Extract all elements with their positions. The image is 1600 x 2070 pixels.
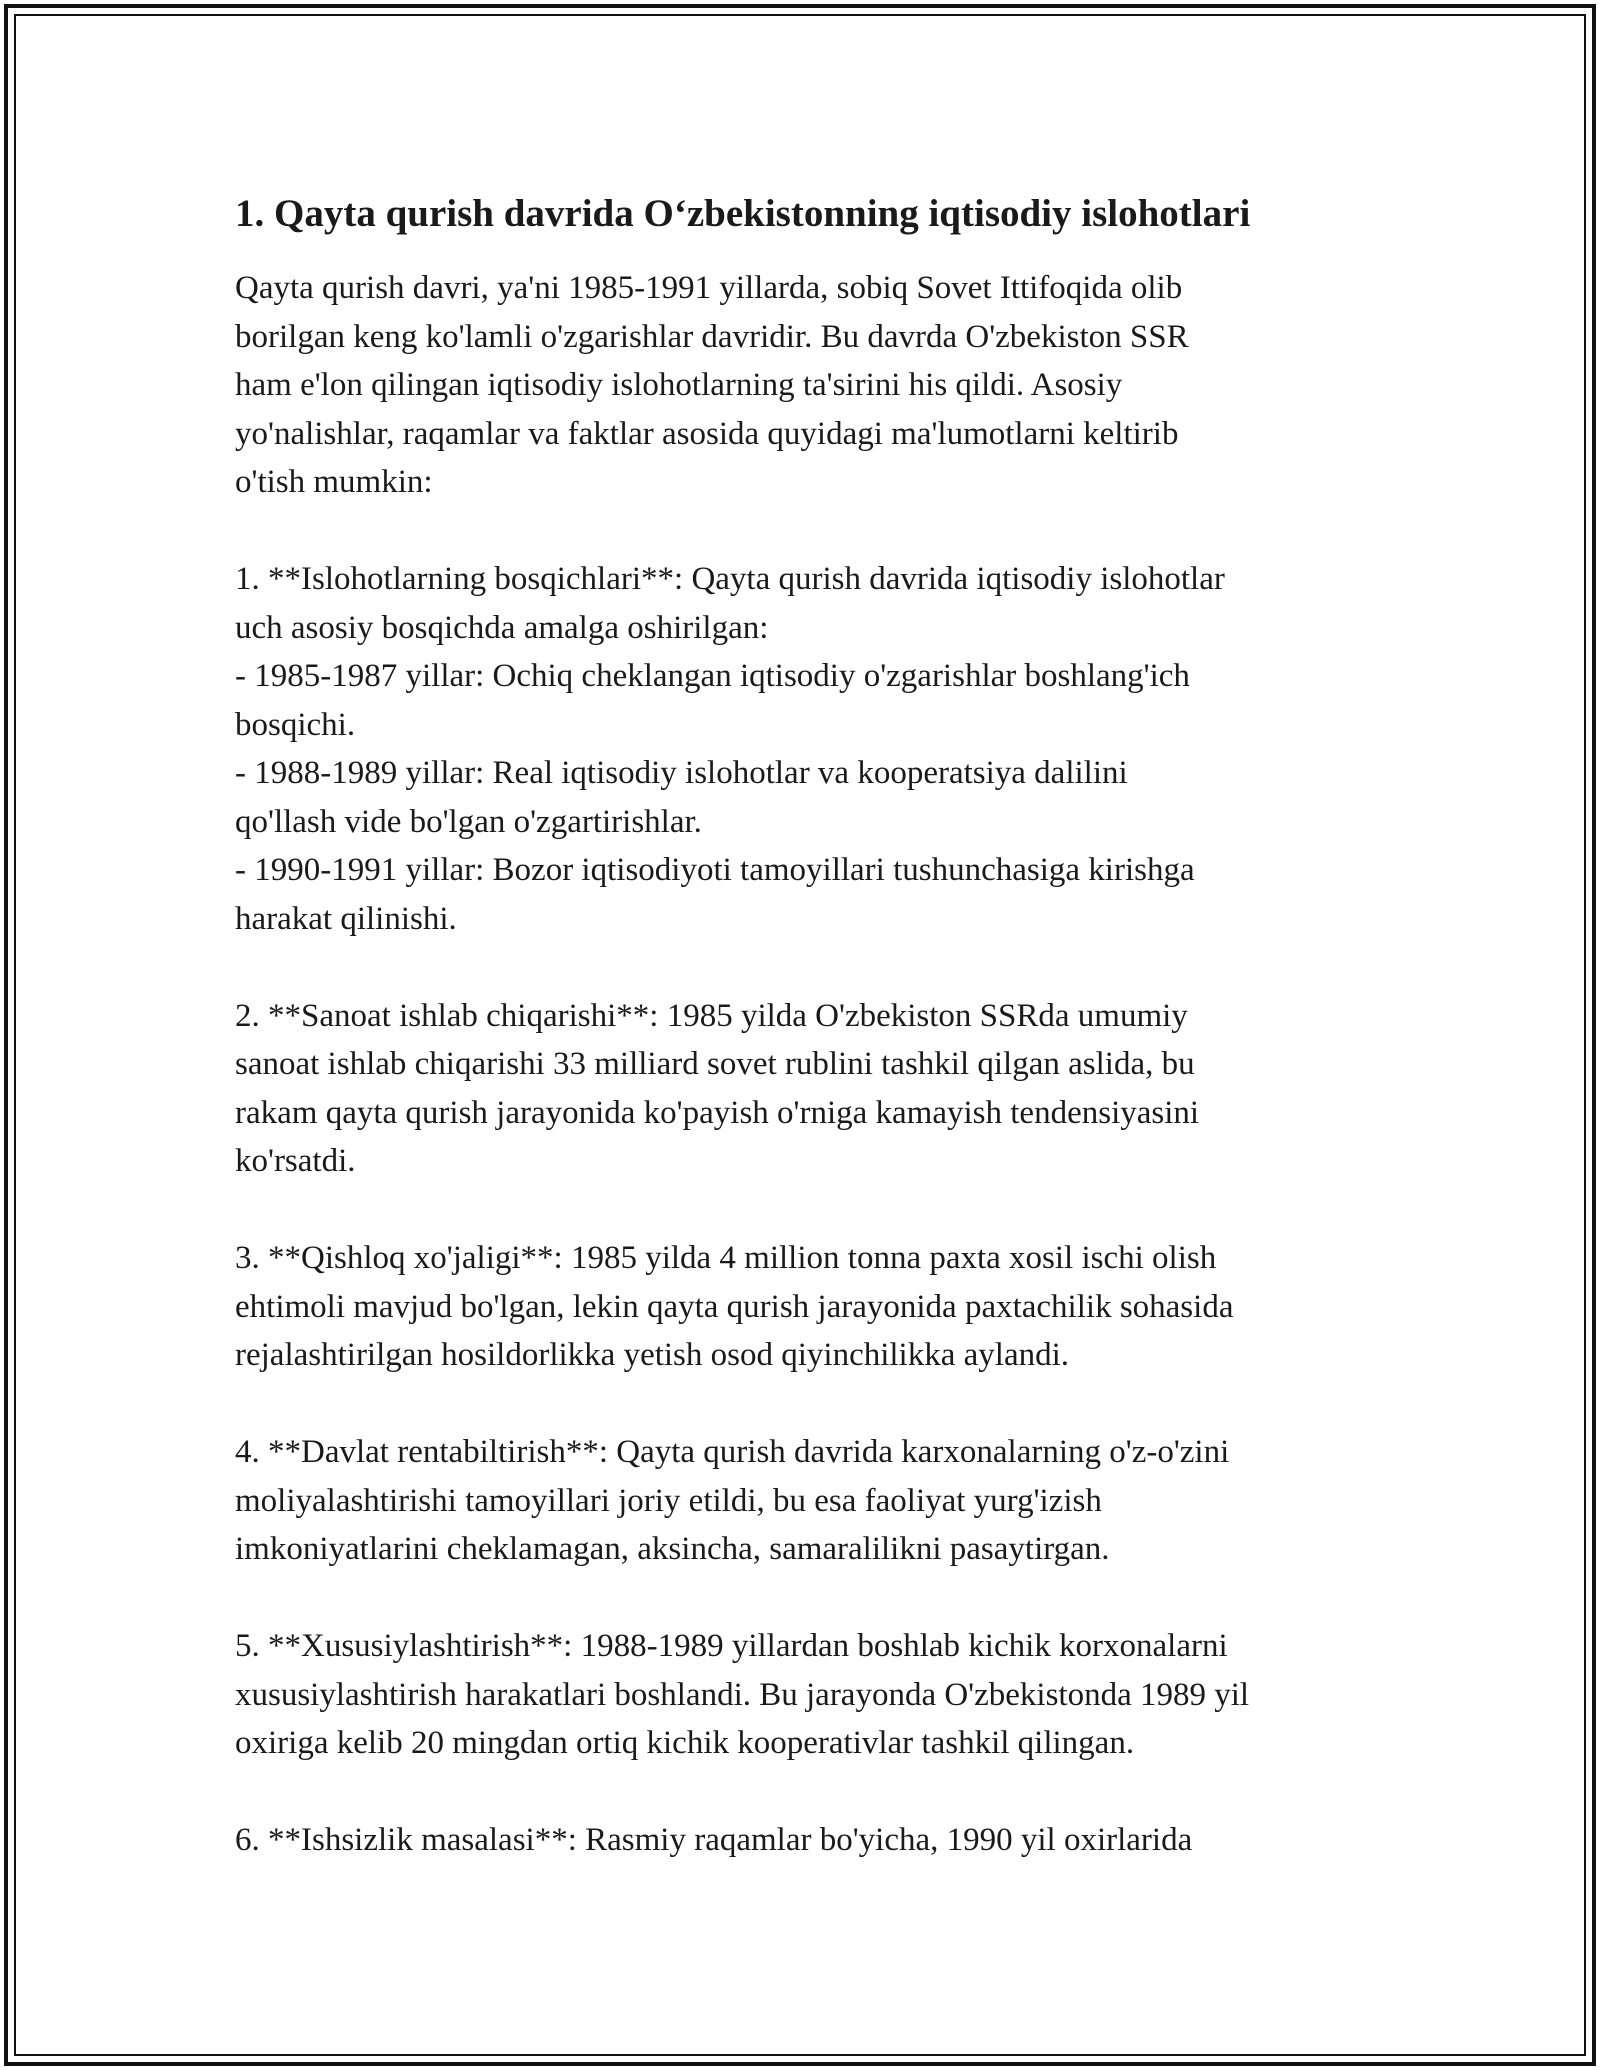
- section-unemployment: 6. **Ishsizlik masalasi**: Rasmiy raqamlar bo'yicha, 1990 yil oxirlarida: [235, 1822, 1193, 1858]
- paragraph-gap: [235, 1186, 1375, 1235]
- section-privatization: 5. **Xususiylashtirish**: 1988-1989 yillardan boshlab kichik korxonalarni xususiylashtirish harakatlari boshlandi. Bu jarayonda O'zbekistonda 1989 yil oxiriga kelib 20 mingdan ortiq kichik kooperativlar tashkil qilingan.: [235, 1628, 1250, 1761]
- paragraph-gap: [235, 1574, 1375, 1623]
- section-profitability: 4. **Davlat rentabiltirish**: Qayta qurish davrida karxonalarning o'z-o'zini moliyalashtirishi tamoyillari joriy etildi, bu esa faoliyat yurg'izish imkoniyatlarini cheklamagan, aksincha, samaralilikni pasaytirgan.: [235, 1434, 1230, 1567]
- section-stages: 1. **Islohotlarning bosqichlari**: Qayta qurish davrida iqtisodiy islohotlar uch asosiy bosqichda amalga oshirilgan: - 1985-1987 yillar: Ochiq cheklangan iqtisodiy o'zgarishlar boshlang'ich bosqichi. - 1988-1989 yillar: Real iqtisodiy islohotlar va kooperatsiya dalilini qo'llash vide bo'lgan o'zgartirishlar. - 1990-1991 yillar: Bozor iqtisodiyoti tamoyillari tushunchasiga kirishga harakat qilinishi.: [235, 561, 1225, 937]
- intro-paragraph: Qayta qurish davri, ya'ni 1985-1991 yillarda, sobiq Sovet Ittifoqida olib borilgan keng ko'lamli o'zgarishlar davridir. Bu davrda O'zbekiston SSR ham e'lon qilingan iqtisodiy islohotlarning ta'sirini his qildi. Asosiy yo'nalishlar, raqamlar va faktlar asosida quyidagi ma'lumotlarni keltirib o'tish mumkin:: [235, 270, 1189, 500]
- paragraph-gap: [235, 507, 1375, 556]
- paragraph-gap: [235, 943, 1375, 992]
- section-agriculture: 3. **Qishloq xo'jaligi**: 1985 yilda 4 million tonna paxta xosil ischi olish ehtimoli mavjud bo'lgan, lekin qayta qurish jarayonida paxtachilik sohasida rejalashtirilgan hosildorlikka yetish osod qiyinchilikka aylandi.: [235, 1240, 1234, 1373]
- document-title: 1. Qayta qurish davrida O‘zbekistonning iqtisodiy islohotlari: [235, 192, 1251, 235]
- section-industry: 2. **Sanoat ishlab chiqarishi**: 1985 yilda O'zbekiston SSRda umumiy sanoat ishlab chiqarishi 33 milliard sovet rublini tashkil qilgan aslida, bu rakam qayta qurish jarayonida ko'payish o'rniga kamayish tendensiyasini ko'rsatdi.: [235, 997, 1200, 1179]
- document-body: [235, 184, 1375, 1865]
- paragraph-gap: [235, 1380, 1375, 1429]
- paragraph-gap: [235, 1768, 1375, 1817]
